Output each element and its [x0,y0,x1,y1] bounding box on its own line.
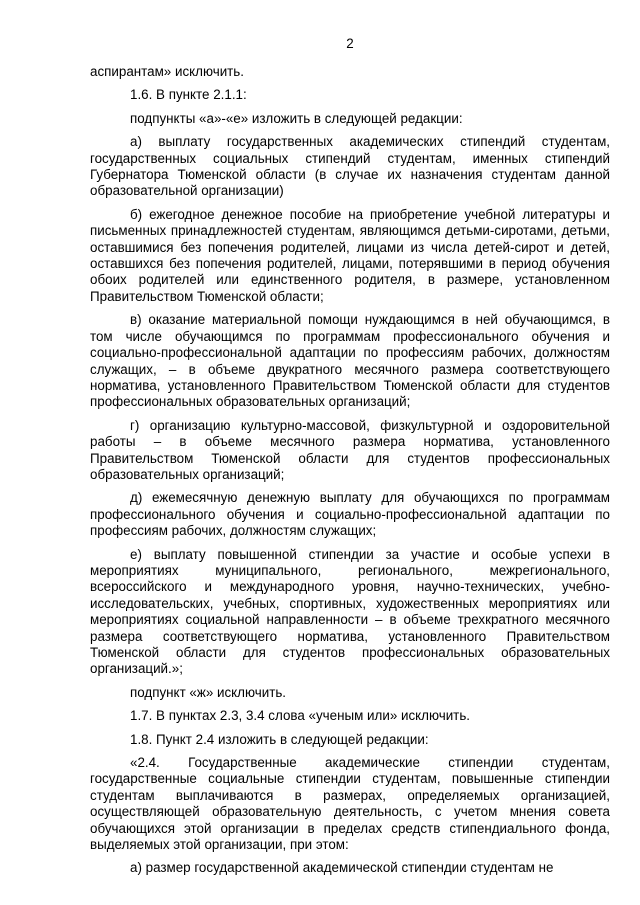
paragraph: «2.4. Государственные академические стипендии студентам, государственные социальные стипендии студентам, повышенные стипендии студентам выплачиваются в размерах, определяемых организацией, осуществляющей образовательную деятельность, с учетом мнения совета обучающихся этой организации в пределах средств стипендиального фонда, выделяемых этой организации, при этом: [90,755,610,853]
document-page [90,36,610,884]
paragraph: а) выплату государственных академических стипендий студентам, государственных социальных стипендий студентам, именных стипендий Губернатора Тюменской области (в случае их назначения студентам данной образовательной организации) [90,134,610,199]
paragraph: 1.8. Пункт 2.4 изложить в следующей редакции: [130,731,429,747]
paragraph: а) размер государственной академической стипендии студентам не [130,860,554,876]
paragraph: 1.6. В пункте 2.1.1: [130,87,247,103]
document-body [90,64,610,877]
paragraph: подпункт «ж» исключить. [130,684,287,700]
paragraph: д) ежемесячную денежную выплату для обучающихся по программам профессионального обучения и социально-профессиональной адаптации по профессиям рабочих, должностям служащих; [90,490,610,539]
paragraph: е) выплату повышенной стипендии за участие и особые успехи в мероприятиях муниципального, регионального, межрегионального, всероссийского и международного уровня, научно-технических, учебно-исследовательских, учебных, спортивных, художественных мероприятиях или мероприятиях социальной направленности – в объеме трехкратного месячного размера соответствующего норматива, установленного Правительством Тюменской области для студентов профессиональных образовательных организаций.»; [90,546,610,677]
page-number: 2 [346,36,354,51]
paragraph: б) ежегодное денежное пособие на приобретение учебной литературы и письменных принадлежностей студентам, являющимся детьми-сиротами, детьми, оставшимися без попечения родителей, лицами из числа детей-сирот и детей, оставшихся без попечения родителей, лицами, потерявшими в период обучения обоих родителей или единственного родителя, в размере, установленном Правительством Тюменской области; [90,206,610,304]
paragraph: в) оказание материальной помощи нуждающимся в ней обучающимся, в том числе обучающимся по программам профессионального обучения и социально-профессиональной адаптации по профессиям рабочих, должностям служащих, – в объеме двукратного месячного размера соответствующего норматива, установленного Правительством Тюменской области для студентов профессиональных образовательных организаций; [90,312,610,410]
paragraph: подпункты «а»-«е» изложить в следующей редакции: [130,110,463,126]
paragraph: 1.7. В пунктах 2.3, 3.4 слова «ученым или» исключить. [130,708,471,724]
paragraph: аспирантам» исключить. [90,64,244,79]
paragraph: г) организацию культурно-массовой, физкультурной и оздоровительной работы – в объеме месячного размера норматива, установленного Правительством Тюменской области для студентов профессиональных образовательных организаций; [90,417,610,482]
